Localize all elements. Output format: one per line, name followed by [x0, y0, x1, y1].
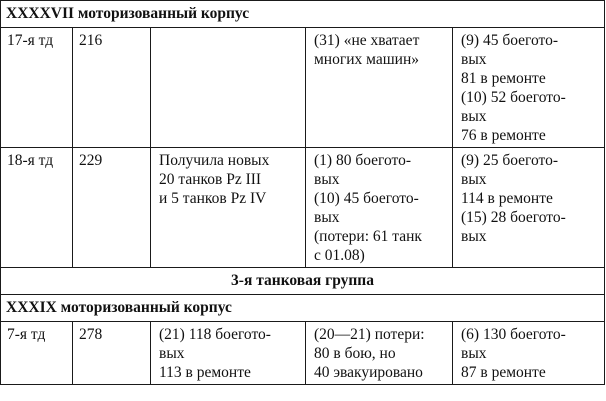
section-row	[1, 295, 605, 322]
status-cell-col5: (6) 130 боегото- вых 87 в ремонте	[453, 322, 605, 385]
tank-count-cell: 229	[73, 148, 151, 268]
section-row	[1, 1, 605, 28]
division-cell: 18-я тд	[1, 148, 73, 268]
group-heading-3: 3-я танковая группа	[1, 268, 605, 295]
table-row	[1, 28, 605, 148]
note-cell: (21) 118 боегото- вых 113 в ремонте	[151, 322, 306, 385]
status-cell-col5: (9) 45 боегото- вых 81 в ремонте (10) 52 боегото- вых 76 в ремонте	[453, 28, 605, 148]
status-cell-col5: (9) 25 боегото- вых 114 в ремонте (15) 28 боегото- вых	[453, 148, 605, 268]
division-cell: 17-я тд	[1, 28, 73, 148]
table-row	[1, 322, 605, 385]
status-cell-col4: (1) 80 боегото- вых (10) 45 боегото- вых (потери: 61 танк с 01.08)	[306, 148, 453, 268]
note-cell	[151, 28, 306, 148]
tank-count-cell: 278	[73, 322, 151, 385]
group-row	[1, 268, 605, 295]
section-heading-corps-37: XXXXVII моторизованный корпус	[1, 1, 605, 28]
note-cell: Получила новых 20 танков Pz III и 5 танков Pz IV	[151, 148, 306, 268]
section-heading-corps-39: XXXIX моторизованный корпус	[1, 295, 605, 322]
tank-count-cell: 216	[73, 28, 151, 148]
division-cell: 7-я тд	[1, 322, 73, 385]
table-row	[1, 148, 605, 268]
status-cell-col4: (31) «не хватает многих машин»	[306, 28, 453, 148]
status-cell-col4: (20—21) потери: 80 в бою, но 40 эвакуировано	[306, 322, 453, 385]
